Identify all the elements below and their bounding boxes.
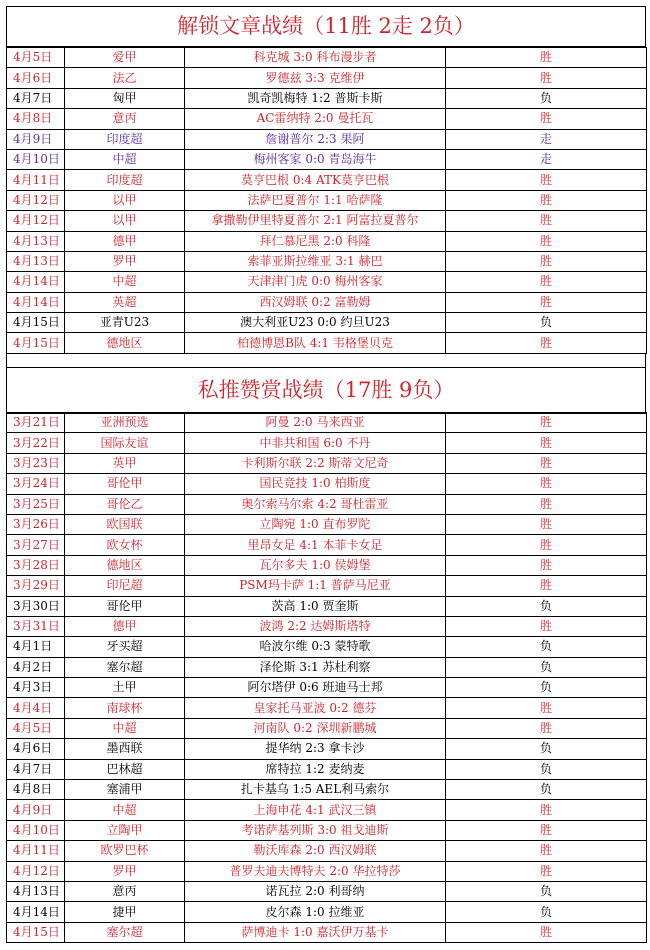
table-row xyxy=(7,313,647,333)
date-cell: 3月21日 xyxy=(7,413,65,433)
match-cell: 扎卡基乌 1:5 AEL利马索尔 xyxy=(185,780,446,800)
match-cell: 皇家托马亚波 0:2 德芬 xyxy=(185,698,446,718)
match-cell: 莫亨巴根 0:4 ATK莫亨巴根 xyxy=(185,170,446,190)
league-cell: 意丙 xyxy=(65,109,185,129)
section2-table xyxy=(6,412,647,943)
table-row xyxy=(7,820,647,840)
match-cell: 河南队 0:2 深圳新鹏城 xyxy=(185,718,446,738)
date-cell: 4月13日 xyxy=(7,251,65,271)
date-cell: 3月26日 xyxy=(7,514,65,534)
result-cell: 负 xyxy=(446,780,647,800)
match-cell: 国民竞技 1:0 柏斯度 xyxy=(185,474,446,494)
table-row xyxy=(7,698,647,718)
date-cell: 3月30日 xyxy=(7,596,65,616)
table-row xyxy=(7,922,647,942)
result-cell: 胜 xyxy=(446,698,647,718)
table-row xyxy=(7,861,647,881)
table-row xyxy=(7,739,647,759)
result-cell: 胜 xyxy=(446,535,647,555)
league-cell: 英甲 xyxy=(65,453,185,473)
league-cell: 中超 xyxy=(65,149,185,169)
table-row xyxy=(7,149,647,169)
league-cell: 印度超 xyxy=(65,170,185,190)
league-cell: 南球杯 xyxy=(65,698,185,718)
league-cell: 牙买超 xyxy=(65,637,185,657)
match-cell: AC雷纳特 2:0 曼托瓦 xyxy=(185,109,446,129)
match-cell: 阿曼 2:0 马来西亚 xyxy=(185,413,446,433)
league-cell: 国际友谊 xyxy=(65,433,185,453)
date-cell: 4月1日 xyxy=(7,637,65,657)
league-cell: 中超 xyxy=(65,800,185,820)
result-cell: 胜 xyxy=(446,413,647,433)
table-row xyxy=(7,514,647,534)
result-cell: 胜 xyxy=(446,48,647,68)
date-cell: 3月29日 xyxy=(7,576,65,596)
date-cell: 4月12日 xyxy=(7,211,65,231)
league-cell: 罗甲 xyxy=(65,251,185,271)
table-row xyxy=(7,718,647,738)
table-row xyxy=(7,333,647,353)
result-cell: 胜 xyxy=(446,616,647,636)
league-cell: 中超 xyxy=(65,272,185,292)
date-cell: 3月24日 xyxy=(7,474,65,494)
league-cell: 印尼超 xyxy=(65,576,185,596)
table-row xyxy=(7,231,647,251)
section1-body xyxy=(7,48,647,354)
result-cell: 胜 xyxy=(446,292,647,312)
league-cell: 塞尔超 xyxy=(65,922,185,942)
result-cell: 负 xyxy=(446,678,647,698)
match-cell: 提华纳 2:3 拿卡沙 xyxy=(185,739,446,759)
section1-title-text: 解锁文章战绩（11胜 2走 2负） xyxy=(177,14,475,38)
table-row xyxy=(7,129,647,149)
table-row xyxy=(7,474,647,494)
league-cell: 巴林超 xyxy=(65,759,185,779)
result-cell: 胜 xyxy=(446,251,647,271)
result-cell: 胜 xyxy=(446,922,647,942)
table-row xyxy=(7,596,647,616)
league-cell: 以甲 xyxy=(65,211,185,231)
result-cell: 负 xyxy=(446,759,647,779)
match-cell: 考诺萨基列斯 3:0 祖戈迪斯 xyxy=(185,820,446,840)
table-row xyxy=(7,637,647,657)
league-cell: 德地区 xyxy=(65,333,185,353)
league-cell: 立陶甲 xyxy=(65,820,185,840)
date-cell: 4月13日 xyxy=(7,881,65,901)
table-row xyxy=(7,272,647,292)
result-cell: 胜 xyxy=(446,190,647,210)
result-cell: 胜 xyxy=(446,453,647,473)
league-cell: 欧女杯 xyxy=(65,535,185,555)
league-cell: 匈甲 xyxy=(65,88,185,108)
result-cell: 负 xyxy=(446,739,647,759)
match-cell: 波鸿 2:2 达姆斯塔特 xyxy=(185,616,446,636)
match-cell: 瓦尔多夫 1:0 侯姆堡 xyxy=(185,555,446,575)
result-cell: 胜 xyxy=(446,68,647,88)
date-cell: 4月4日 xyxy=(7,698,65,718)
match-cell: 拿撒勒伊里特夏普尔 2:1 阿富拉夏普尔 xyxy=(185,211,446,231)
date-cell: 4月6日 xyxy=(7,68,65,88)
date-cell: 4月14日 xyxy=(7,292,65,312)
section1-title xyxy=(6,6,646,47)
match-cell: 罗德兹 3:3 克维伊 xyxy=(185,68,446,88)
result-cell: 走 xyxy=(446,129,647,149)
table-row xyxy=(7,800,647,820)
table-row xyxy=(7,211,647,231)
date-cell: 3月22日 xyxy=(7,433,65,453)
date-cell: 4月8日 xyxy=(7,109,65,129)
league-cell: 罗甲 xyxy=(65,861,185,881)
table-row xyxy=(7,841,647,861)
table-row xyxy=(7,170,647,190)
result-cell: 胜 xyxy=(446,231,647,251)
league-cell: 土甲 xyxy=(65,678,185,698)
league-cell: 德地区 xyxy=(65,555,185,575)
league-cell: 德甲 xyxy=(65,231,185,251)
result-cell: 胜 xyxy=(446,820,647,840)
league-cell: 亚青U23 xyxy=(65,313,185,333)
table-row xyxy=(7,657,647,677)
match-cell: 凯奇凯梅特 1:2 普斯卡斯 xyxy=(185,88,446,108)
date-cell: 4月15日 xyxy=(7,922,65,942)
table-row xyxy=(7,759,647,779)
match-cell: 茨高 1:0 贾奎斯 xyxy=(185,596,446,616)
section2-title-text: 私推赞赏战绩（17胜 9负） xyxy=(197,378,455,402)
section1-table xyxy=(6,47,647,354)
date-cell: 4月9日 xyxy=(7,800,65,820)
result-cell: 负 xyxy=(446,637,647,657)
league-cell: 哥伦乙 xyxy=(65,494,185,514)
table-row xyxy=(7,616,647,636)
result-cell: 负 xyxy=(446,902,647,922)
date-cell: 4月15日 xyxy=(7,313,65,333)
date-cell: 4月13日 xyxy=(7,231,65,251)
league-cell: 法乙 xyxy=(65,68,185,88)
match-cell: 诺瓦拉 2:0 利哥纳 xyxy=(185,881,446,901)
league-cell: 哥伦甲 xyxy=(65,474,185,494)
date-cell: 3月27日 xyxy=(7,535,65,555)
league-cell: 亚洲预选 xyxy=(65,413,185,433)
date-cell: 4月5日 xyxy=(7,718,65,738)
league-cell: 哥伦甲 xyxy=(65,596,185,616)
table-row xyxy=(7,190,647,210)
result-cell: 胜 xyxy=(446,272,647,292)
date-cell: 4月12日 xyxy=(7,861,65,881)
match-cell: 梅州客家 0:0 青岛海牛 xyxy=(185,149,446,169)
league-cell: 爱甲 xyxy=(65,48,185,68)
date-cell: 3月23日 xyxy=(7,453,65,473)
match-cell: 澳大利亚U23 0:0 约旦U23 xyxy=(185,313,446,333)
result-cell: 胜 xyxy=(446,474,647,494)
date-cell: 4月2日 xyxy=(7,657,65,677)
date-cell: 4月3日 xyxy=(7,678,65,698)
match-cell: 卡利斯尔联 2:2 斯蒂文尼奇 xyxy=(185,453,446,473)
date-cell: 4月11日 xyxy=(7,841,65,861)
match-cell: 柏德博恩B队 4:1 韦格堡贝克 xyxy=(185,333,446,353)
league-cell: 印度超 xyxy=(65,129,185,149)
date-cell: 4月10日 xyxy=(7,149,65,169)
match-cell: 萨博迪卡 1:0 嘉沃伊万基卡 xyxy=(185,922,446,942)
league-cell: 欧国联 xyxy=(65,514,185,534)
league-cell: 以甲 xyxy=(65,190,185,210)
table-row xyxy=(7,902,647,922)
match-cell: 拜仁慕尼黑 2:0 科隆 xyxy=(185,231,446,251)
result-cell: 走 xyxy=(446,149,647,169)
table-row xyxy=(7,780,647,800)
result-cell: 负 xyxy=(446,88,647,108)
result-cell: 胜 xyxy=(446,514,647,534)
match-cell: 哈波尔维 0:3 蒙特歌 xyxy=(185,637,446,657)
date-cell: 4月12日 xyxy=(7,190,65,210)
date-cell: 4月7日 xyxy=(7,759,65,779)
result-cell: 胜 xyxy=(446,555,647,575)
result-cell: 负 xyxy=(446,881,647,901)
match-cell: 法萨巴夏普尔 1:1 哈萨隆 xyxy=(185,190,446,210)
date-cell: 4月10日 xyxy=(7,820,65,840)
league-cell: 德甲 xyxy=(65,616,185,636)
match-cell: 泽伦斯 3:1 苏杜利察 xyxy=(185,657,446,677)
table-row xyxy=(7,48,647,68)
match-cell: 阿尔塔伊 0:6 班迪马士邦 xyxy=(185,678,446,698)
table-row xyxy=(7,494,647,514)
match-cell: PSM玛卡萨 1:1 普萨马尼亚 xyxy=(185,576,446,596)
league-cell: 中超 xyxy=(65,718,185,738)
table-row xyxy=(7,576,647,596)
result-cell: 胜 xyxy=(446,576,647,596)
table-row xyxy=(7,251,647,271)
section2-body xyxy=(7,413,647,943)
result-cell: 胜 xyxy=(446,333,647,353)
result-cell: 胜 xyxy=(446,170,647,190)
date-cell: 4月14日 xyxy=(7,272,65,292)
match-cell: 科克城 3:0 科布漫步者 xyxy=(185,48,446,68)
result-cell: 胜 xyxy=(446,718,647,738)
date-cell: 4月8日 xyxy=(7,780,65,800)
match-cell: 皮尔森 1:0 拉维亚 xyxy=(185,902,446,922)
table-row xyxy=(7,68,647,88)
match-cell: 西汉姆联 0:2 富勒姆 xyxy=(185,292,446,312)
match-cell: 里昂女足 4:1 本菲卡女足 xyxy=(185,535,446,555)
league-cell: 欧罗巴杯 xyxy=(65,841,185,861)
league-cell: 意丙 xyxy=(65,881,185,901)
result-cell: 胜 xyxy=(446,494,647,514)
date-cell: 4月14日 xyxy=(7,902,65,922)
match-cell: 勒沃库森 2:0 西汉姆联 xyxy=(185,841,446,861)
date-cell: 4月7日 xyxy=(7,88,65,108)
section2-title xyxy=(6,367,646,414)
result-cell: 胜 xyxy=(446,211,647,231)
date-cell: 3月25日 xyxy=(7,494,65,514)
match-cell: 席特拉 1:2 麦纳麦 xyxy=(185,759,446,779)
table-row xyxy=(7,881,647,901)
league-cell: 塞尔超 xyxy=(65,657,185,677)
table-row xyxy=(7,413,647,433)
date-cell: 4月9日 xyxy=(7,129,65,149)
league-cell: 塞浦甲 xyxy=(65,780,185,800)
table-row xyxy=(7,535,647,555)
date-cell: 3月31日 xyxy=(7,616,65,636)
table-row xyxy=(7,88,647,108)
result-cell: 胜 xyxy=(446,841,647,861)
result-cell: 胜 xyxy=(446,109,647,129)
league-cell: 墨西联 xyxy=(65,739,185,759)
league-cell: 捷甲 xyxy=(65,902,185,922)
match-cell: 普罗夫迪夫博特夫 2:0 华拉特莎 xyxy=(185,861,446,881)
date-cell: 4月11日 xyxy=(7,170,65,190)
result-cell: 负 xyxy=(446,596,647,616)
result-cell: 胜 xyxy=(446,800,647,820)
result-cell: 负 xyxy=(446,313,647,333)
table-row xyxy=(7,678,647,698)
match-cell: 奥尔索马尔索 4:2 哥杜雷亚 xyxy=(185,494,446,514)
result-cell: 胜 xyxy=(446,433,647,453)
date-cell: 4月15日 xyxy=(7,333,65,353)
match-cell: 立陶宛 1:0 直布罗陀 xyxy=(185,514,446,534)
table-row xyxy=(7,109,647,129)
match-cell: 上海申花 4:1 武汉三镇 xyxy=(185,800,446,820)
table-row xyxy=(7,433,647,453)
match-cell: 索菲亚斯拉维亚 3:1 赫巴 xyxy=(185,251,446,271)
match-cell: 天津津门虎 0:0 梅州客家 xyxy=(185,272,446,292)
date-cell: 4月6日 xyxy=(7,739,65,759)
result-cell: 胜 xyxy=(446,861,647,881)
result-cell: 负 xyxy=(446,657,647,677)
table-row xyxy=(7,555,647,575)
match-cell: 詹谢普尔 2:3 果阿 xyxy=(185,129,446,149)
match-cell: 中非共和国 6:0 不丹 xyxy=(185,433,446,453)
date-cell: 3月28日 xyxy=(7,555,65,575)
table-row xyxy=(7,292,647,312)
date-cell: 4月5日 xyxy=(7,48,65,68)
section-gap xyxy=(6,353,646,367)
league-cell: 英超 xyxy=(65,292,185,312)
table-row xyxy=(7,453,647,473)
